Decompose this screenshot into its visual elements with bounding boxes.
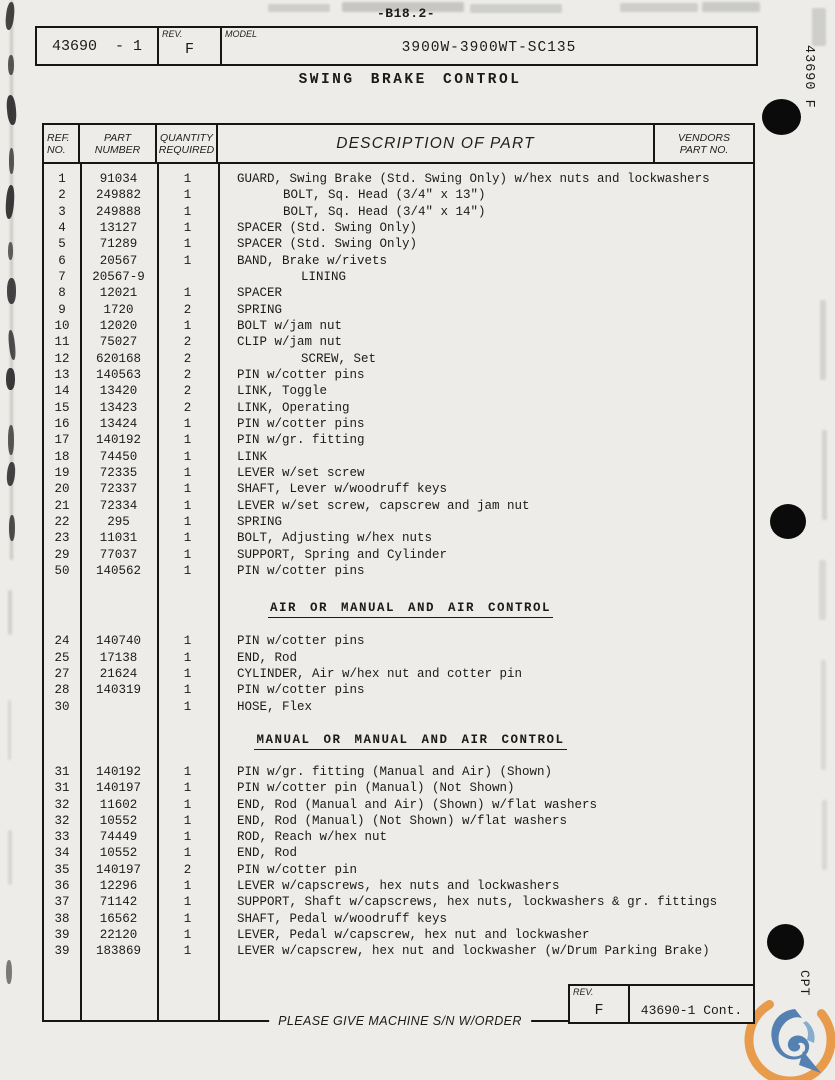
ref-no-cell: 31	[54, 781, 70, 796]
table-row	[44, 465, 753, 481]
part-number-cell: 10552	[99, 813, 138, 828]
scan-artifact	[822, 430, 827, 520]
part-number-cell: 20567-9	[92, 269, 145, 284]
part-number-cell: 72337	[99, 482, 138, 497]
scan-artifact	[6, 960, 12, 984]
quantity-cell: 1	[183, 318, 192, 333]
table-row	[44, 204, 753, 220]
ref-no-cell: 5	[58, 237, 66, 252]
section-heading	[44, 731, 753, 747]
ref-no-cell: 15	[54, 400, 70, 415]
description-cell: PIN w/cotter pins	[237, 634, 365, 649]
model-label: MODEL	[225, 29, 258, 39]
parts-table	[42, 123, 755, 1022]
quantity-cell: 1	[183, 683, 192, 698]
part-number-cell: 13127	[99, 220, 138, 235]
description-cell: LINK, Operating	[237, 400, 350, 415]
description-cell: BOLT, Adjusting w/hex nuts	[237, 531, 433, 546]
ref-no-cell: 22	[54, 514, 70, 529]
table-row	[44, 780, 753, 796]
scan-artifact	[5, 2, 16, 31]
part-number-cell: 140192	[95, 433, 141, 448]
part-number-cell: 75027	[99, 335, 138, 350]
part-number-cell: 13420	[99, 384, 138, 399]
part-number-cell: 11602	[99, 797, 138, 812]
footer-rev-label: REV.	[573, 987, 594, 997]
ref-no-cell: 8	[58, 286, 66, 301]
ref-no-cell: 38	[54, 911, 70, 926]
table-row	[44, 400, 753, 416]
ref-no-cell: 18	[54, 449, 70, 464]
quantity-cell: 1	[183, 188, 192, 203]
hole-punch-dot	[762, 99, 801, 135]
description-cell: SHAFT, Pedal w/woodruff keys	[237, 911, 448, 926]
table-row	[44, 530, 753, 546]
ref-no-cell: 10	[54, 318, 70, 333]
part-number-cell: 21624	[99, 666, 138, 681]
quantity-cell	[157, 269, 218, 285]
description-cell: LINK	[237, 449, 268, 464]
ref-no-cell: 14	[54, 384, 70, 399]
description-cell: GUARD, Swing Brake (Std. Swing Only) w/hex nuts and lockwashers	[237, 172, 710, 186]
quantity-cell: 1	[183, 666, 192, 681]
model-value: 3900W-3900WT-SC135	[401, 40, 577, 56]
quantity-cell: 1	[183, 514, 192, 529]
quantity-cell: 1	[183, 172, 192, 186]
description-cell: BOLT, Sq. Head (3/4" x 13")	[283, 188, 486, 203]
description-cell: END, Rod	[237, 650, 298, 665]
description-cell: BOLT, Sq. Head (3/4" x 14")	[283, 204, 486, 219]
ref-no-cell: 1	[58, 172, 66, 186]
part-number-cell: 22120	[99, 928, 138, 943]
part-number-cell: 72335	[99, 465, 138, 480]
description-cell: HOSE, Flex	[237, 699, 313, 714]
table-row	[44, 220, 753, 236]
quantity-cell: 2	[183, 351, 192, 366]
quantity-cell: 1	[183, 465, 192, 480]
ref-no-cell: 35	[54, 862, 70, 877]
table-header	[44, 125, 753, 164]
description-cell: SUPPORT, Shaft w/capscrews, hex nuts, lockwashers & gr. fittings	[237, 895, 718, 910]
description-cell: SPRING	[237, 514, 283, 529]
table-row	[44, 269, 753, 285]
quantity-cell: 2	[183, 302, 192, 317]
ref-no-cell: 17	[54, 433, 70, 448]
quantity-cell: 1	[183, 846, 192, 861]
quantity-cell: 1	[183, 547, 192, 562]
table-row	[44, 187, 753, 203]
section-heading	[44, 599, 753, 615]
scan-artifact	[6, 95, 18, 126]
quantity-cell: 1	[183, 830, 192, 845]
scan-artifact	[470, 4, 562, 13]
quantity-cell: 1	[183, 895, 192, 910]
description-cell: SCREW, Set	[301, 351, 377, 366]
quantity-cell: 1	[183, 482, 192, 497]
ref-no-cell: 6	[58, 253, 66, 268]
description-cell: END, Rod (Manual and Air) (Shown) w/flat washers	[237, 797, 598, 812]
model-cell	[222, 28, 756, 64]
rev-value: F	[184, 41, 194, 58]
table-row	[44, 498, 753, 514]
description-cell: BOLT w/jam nut	[237, 318, 343, 333]
part-number-cell: 91034	[99, 172, 138, 186]
ref-no-cell: 39	[54, 944, 70, 959]
table-row	[44, 633, 753, 649]
ref-no-cell: 29	[54, 547, 70, 562]
ref-no-cell: 34	[54, 846, 70, 861]
scan-artifact	[8, 590, 12, 635]
description-cell: ROD, Reach w/hex nut	[237, 830, 388, 845]
footer-rev-cell	[570, 986, 630, 1022]
ref-no-cell: 33	[54, 830, 70, 845]
quantity-cell: 1	[183, 699, 192, 714]
part-number-cell: 140562	[95, 563, 141, 578]
quantity-cell: 1	[183, 764, 192, 779]
description-cell: PIN w/cotter pins	[237, 416, 365, 431]
quantity-cell: 1	[183, 449, 192, 464]
ref-no-cell: 7	[58, 269, 66, 284]
quantity-cell: 1	[183, 416, 192, 431]
ref-no-cell: 24	[54, 634, 70, 649]
part-number-cell: 74450	[99, 449, 138, 464]
part-number-cell: 72334	[99, 498, 138, 513]
description-cell: LINING	[301, 269, 347, 284]
table-row	[44, 699, 753, 715]
quantity-cell: 2	[183, 384, 192, 399]
table-row	[44, 650, 753, 666]
ref-no-cell: 50	[54, 563, 70, 578]
ref-no-cell: 21	[54, 498, 70, 513]
description-cell: LEVER w/set screw	[237, 465, 365, 480]
scan-artifact	[822, 800, 827, 870]
description-cell: END, Rod	[237, 846, 298, 861]
scan-artifact	[8, 242, 13, 260]
quantity-cell: 2	[183, 400, 192, 415]
part-number-cell: 1720	[103, 302, 134, 317]
ref-no-cell: 28	[54, 683, 70, 698]
description-cell: LEVER, Pedal w/capscrew, hex nut and lockwasher	[237, 928, 590, 943]
part-number-cell	[80, 699, 157, 715]
quantity-cell: 1	[183, 433, 192, 448]
scan-artifact	[620, 3, 698, 12]
part-number-cell: 140192	[95, 764, 141, 779]
part-number-cell: 295	[107, 514, 130, 529]
description-cell: SHAFT, Lever w/woodruff keys	[237, 482, 448, 497]
ref-no-cell: 20	[54, 482, 70, 497]
scan-artifact	[268, 4, 330, 12]
ref-no-cell: 12	[54, 351, 70, 366]
header-vendors-part-no: VENDORS PART NO.	[653, 125, 753, 162]
page-number: -B18.2-	[377, 6, 436, 21]
part-number-cell: 249888	[95, 204, 141, 219]
header-ref-no: REF. NO.	[44, 125, 80, 162]
ref-no-cell: 27	[54, 666, 70, 681]
table-row	[44, 416, 753, 432]
part-number-cell: 11031	[99, 531, 138, 546]
scan-artifact	[6, 368, 15, 390]
part-number-cell: 17138	[99, 650, 138, 665]
scan-artifact	[6, 462, 16, 487]
margin-code-top: 43690 F	[801, 45, 816, 109]
quantity-cell: 1	[183, 928, 192, 943]
part-number-cell: 13423	[99, 400, 138, 415]
drawing-number: 43690 - 1	[37, 28, 159, 64]
part-number-cell: 10552	[99, 846, 138, 861]
ref-no-cell: 36	[54, 879, 70, 894]
part-number-cell: 12021	[99, 286, 138, 301]
table-row	[44, 547, 753, 563]
table-row	[44, 911, 753, 927]
description-cell: LEVER w/capscrew, hex nut and lockwasher (w/Drum Parking Brake)	[237, 944, 710, 959]
part-number-cell: 13424	[99, 416, 138, 431]
quantity-cell: 1	[183, 253, 192, 268]
scan-artifact	[8, 700, 11, 760]
scan-artifact	[8, 830, 12, 885]
table-row	[44, 878, 753, 894]
part-number-cell: 249882	[95, 188, 141, 203]
part-number-cell: 140319	[95, 683, 141, 698]
table-row	[44, 253, 753, 269]
quantity-cell: 2	[183, 367, 192, 382]
ref-no-cell: 19	[54, 465, 70, 480]
continuation-number: 43690-1 Cont.	[640, 1003, 743, 1018]
table-row	[44, 383, 753, 399]
ref-no-cell: 31	[54, 764, 70, 779]
ref-no-cell: 9	[58, 302, 66, 317]
quantity-cell: 1	[183, 220, 192, 235]
part-number-cell: 140197	[95, 862, 141, 877]
description-cell: SPRING	[237, 302, 283, 317]
description-cell: CYLINDER, Air w/hex nut and cotter pin	[237, 666, 523, 681]
description-cell: PIN w/gr. fitting (Manual and Air) (Shown)	[237, 764, 553, 779]
rev-label: REV.	[162, 29, 183, 39]
ref-no-cell: 2	[58, 188, 66, 203]
description-cell: PIN w/cotter pins	[237, 563, 365, 578]
footer-rev-box	[568, 984, 755, 1024]
sheet-title: SWING BRAKE CONTROL	[298, 72, 522, 88]
description-cell: LINK, Toggle	[237, 384, 328, 399]
quantity-cell: 1	[183, 237, 192, 252]
ref-no-cell: 39	[54, 928, 70, 943]
table-row	[44, 171, 753, 187]
table-row	[44, 236, 753, 252]
description-cell: LEVER w/set screw, capscrew and jam nut	[237, 498, 530, 513]
quantity-cell: 1	[183, 531, 192, 546]
table-row	[44, 894, 753, 910]
scan-artifact	[7, 330, 16, 360]
table-row	[44, 432, 753, 448]
table-row	[44, 845, 753, 861]
section-heading-label: AIR OR MANUAL AND AIR CONTROL	[268, 600, 553, 618]
table-row	[44, 813, 753, 829]
description-cell: LEVER w/capscrews, hex nuts and lockwashers	[237, 879, 560, 894]
table-row	[44, 927, 753, 943]
ref-no-cell: 4	[58, 220, 66, 235]
table-row	[44, 862, 753, 878]
table-row	[44, 318, 753, 334]
ref-no-cell: 16	[54, 416, 70, 431]
ref-no-cell: 13	[54, 367, 70, 382]
part-number-cell: 140197	[95, 781, 141, 796]
quantity-cell: 1	[183, 797, 192, 812]
part-number-cell: 12296	[99, 879, 138, 894]
part-number-cell: 77037	[99, 547, 138, 562]
footer-rev-value: F	[594, 1002, 604, 1019]
description-cell: PIN w/cotter pins	[237, 683, 365, 698]
quantity-cell: 2	[183, 862, 192, 877]
table-row	[44, 829, 753, 845]
quantity-cell: 1	[183, 204, 192, 219]
table-row	[44, 682, 753, 698]
part-number-cell: 71289	[99, 237, 138, 252]
ref-no-cell: 23	[54, 531, 70, 546]
ref-no-cell: 37	[54, 895, 70, 910]
description-cell: CLIP w/jam nut	[237, 335, 343, 350]
description-cell: SPACER (Std. Swing Only)	[237, 220, 418, 235]
description-cell: SUPPORT, Spring and Cylinder	[237, 547, 448, 562]
table-row	[44, 367, 753, 383]
description-cell: BAND, Brake w/rivets	[237, 253, 388, 268]
table-body	[44, 162, 753, 1020]
quantity-cell: 1	[183, 879, 192, 894]
part-number-cell: 16562	[99, 911, 138, 926]
rev-cell	[159, 28, 222, 64]
scan-artifact	[7, 278, 16, 304]
ref-no-cell: 30	[54, 699, 70, 714]
scan-artifact	[702, 2, 760, 12]
title-block	[35, 26, 758, 66]
quantity-cell: 1	[183, 944, 192, 959]
table-row	[44, 666, 753, 682]
quantity-cell: 1	[183, 813, 192, 828]
hole-punch-dot	[770, 504, 806, 539]
table-row	[44, 285, 753, 301]
header-part-number: PART NUMBER	[80, 125, 157, 162]
table-row	[44, 563, 753, 579]
table-row	[44, 514, 753, 530]
header-quantity-required: QUANTITY REQUIRED	[157, 125, 218, 162]
description-cell: PIN w/cotter pin	[237, 862, 358, 877]
scan-artifact	[821, 660, 826, 770]
scan-artifact	[9, 515, 15, 541]
quantity-cell: 1	[183, 781, 192, 796]
description-cell: PIN w/cotter pin (Manual) (Not Shown)	[237, 781, 515, 796]
description-cell: SPACER	[237, 286, 283, 301]
part-number-cell: 183869	[95, 944, 141, 959]
part-number-cell: 74449	[99, 830, 138, 845]
table-row	[44, 481, 753, 497]
table-row	[44, 797, 753, 813]
table-row	[44, 302, 753, 318]
section-heading-label: MANUAL OR MANUAL AND AIR CONTROL	[254, 732, 566, 750]
description-cell: PIN w/cotter pins	[237, 367, 365, 382]
ref-no-cell: 32	[54, 797, 70, 812]
part-number-cell: 140740	[95, 634, 141, 649]
scan-artifact	[819, 560, 826, 620]
ref-no-cell: 32	[54, 813, 70, 828]
part-number-cell: 12020	[99, 318, 138, 333]
table-row	[44, 351, 753, 367]
header-description: DESCRIPTION OF PART	[336, 134, 535, 152]
description-cell: PIN w/gr. fitting	[237, 433, 365, 448]
part-number-cell: 620168	[95, 351, 141, 366]
quantity-cell: 1	[183, 563, 192, 578]
quantity-cell: 2	[183, 335, 192, 350]
margin-code-bottom: CPT	[797, 970, 812, 997]
ref-no-cell: 3	[58, 204, 66, 219]
scan-artifact	[8, 425, 14, 455]
scan-artifact	[820, 300, 826, 380]
quantity-cell: 1	[183, 286, 192, 301]
part-number-cell: 140563	[95, 367, 141, 382]
watermark-logo	[743, 993, 835, 1080]
table-row	[44, 334, 753, 350]
order-note: PLEASE GIVE MACHINE S/N W/ORDER	[269, 1014, 531, 1028]
quantity-cell: 1	[183, 498, 192, 513]
quantity-cell: 1	[183, 911, 192, 926]
description-cell: END, Rod (Manual) (Not Shown) w/flat washers	[237, 813, 568, 828]
table-row	[44, 764, 753, 780]
ref-no-cell: 11	[54, 335, 70, 350]
quantity-cell: 1	[183, 634, 192, 649]
description-cell: SPACER (Std. Swing Only)	[237, 237, 418, 252]
part-number-cell: 71142	[99, 895, 138, 910]
hole-punch-dot	[767, 924, 804, 960]
scan-artifact	[9, 148, 14, 174]
table-row	[44, 449, 753, 465]
table-row	[44, 943, 753, 959]
scan-artifact	[5, 185, 15, 219]
part-number-cell: 20567	[99, 253, 138, 268]
scan-artifact	[812, 8, 826, 46]
quantity-cell: 1	[183, 650, 192, 665]
ref-no-cell: 25	[54, 650, 70, 665]
